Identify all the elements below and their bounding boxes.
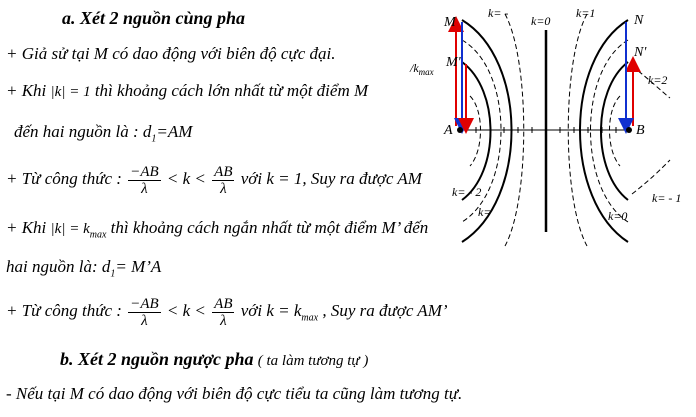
text-line-3-post: =AM <box>156 122 193 141</box>
text-line-6-post: = M’A <box>115 257 162 276</box>
label-k0-bottom: k=0 <box>608 209 628 223</box>
label-b: B <box>636 123 645 138</box>
label-kmax-main: /k <box>410 61 419 75</box>
formula-1-post: với k = 1, Suy ra được AM <box>236 169 422 188</box>
fraction-3-den: λ <box>141 312 148 329</box>
section-b-note: ( ta làm tương tự ) <box>257 353 369 369</box>
text-line-5-pre: + Khi <box>6 218 51 237</box>
formula-2-post2: , Suy ra được AM’ <box>318 301 448 320</box>
label-k1-top: k=1 <box>576 6 596 20</box>
inequality-mid: < k < <box>162 169 211 188</box>
fraction-4-num: AB <box>214 295 233 312</box>
label-k-minus-bottom: k= <box>478 205 492 219</box>
text-line-1: + Giả sử tại M có dao động với biên độ cực đại. <box>6 44 336 63</box>
formula-1-pre: + Từ công thức : <box>6 169 127 188</box>
label-k0-top: k=0 <box>531 14 551 28</box>
text-line-2-pre: + Khi <box>6 81 51 100</box>
fraction-1-num: −AB <box>130 163 159 180</box>
text-line-2-post: thì khoảng cách lớn nhất từ một điểm M <box>90 81 369 100</box>
label-k-minus1: k= - 1 <box>652 191 682 205</box>
text-line-3-pre: đến hai nguồn là : d <box>14 122 152 141</box>
label-km2: k= - 2 <box>452 185 482 199</box>
abs-k-1: |k| = 1 <box>50 84 91 100</box>
formula-2-post: với k = k <box>236 301 302 320</box>
fraction-1-den: λ <box>141 180 148 197</box>
fraction-4-den: λ <box>220 312 227 329</box>
label-kmax <box>409 61 434 77</box>
label-k-minus: k= - <box>488 6 509 20</box>
label-kmax-sub: max <box>418 67 434 77</box>
section-b-title: b. Xét 2 nguồn ngược pha <box>60 349 254 369</box>
abs-k-max: |k| = k <box>50 221 90 237</box>
fraction-2-num: AB <box>214 163 233 180</box>
fraction-2-den: λ <box>220 180 227 197</box>
label-m: M <box>444 15 456 30</box>
label-k2: k=2 <box>648 73 668 87</box>
label-m-prime: M' <box>446 55 461 70</box>
text-line-6-pre: hai nguồn là: d <box>6 257 111 276</box>
formula-2-sub: max <box>301 312 319 324</box>
text-line-5-post: thì khoảng cách ngắn nhất từ một điểm M’ đến <box>106 218 429 237</box>
label-n-prime: N' <box>634 45 647 60</box>
point-a <box>457 127 463 133</box>
label-a: A <box>444 123 453 138</box>
hyperbola-right-inner <box>601 62 628 200</box>
abs-k-max-sub: max <box>89 229 107 241</box>
formula-2-pre: + Từ công thức : <box>6 301 127 320</box>
text-line-3-sub: 1 <box>151 133 157 145</box>
fraction-3-num: −AB <box>130 295 159 312</box>
section-b-line-1: - Nếu tại M có dao động với biên độ cực tiểu ta cũng làm tương tự. <box>6 384 463 403</box>
label-n: N <box>634 13 644 28</box>
text-line-6-sub: 1 <box>110 268 116 280</box>
point-b <box>626 127 632 133</box>
section-a-title: a. Xét 2 nguồn cùng pha <box>62 8 246 28</box>
inequality-mid-2: < k < <box>162 301 211 320</box>
